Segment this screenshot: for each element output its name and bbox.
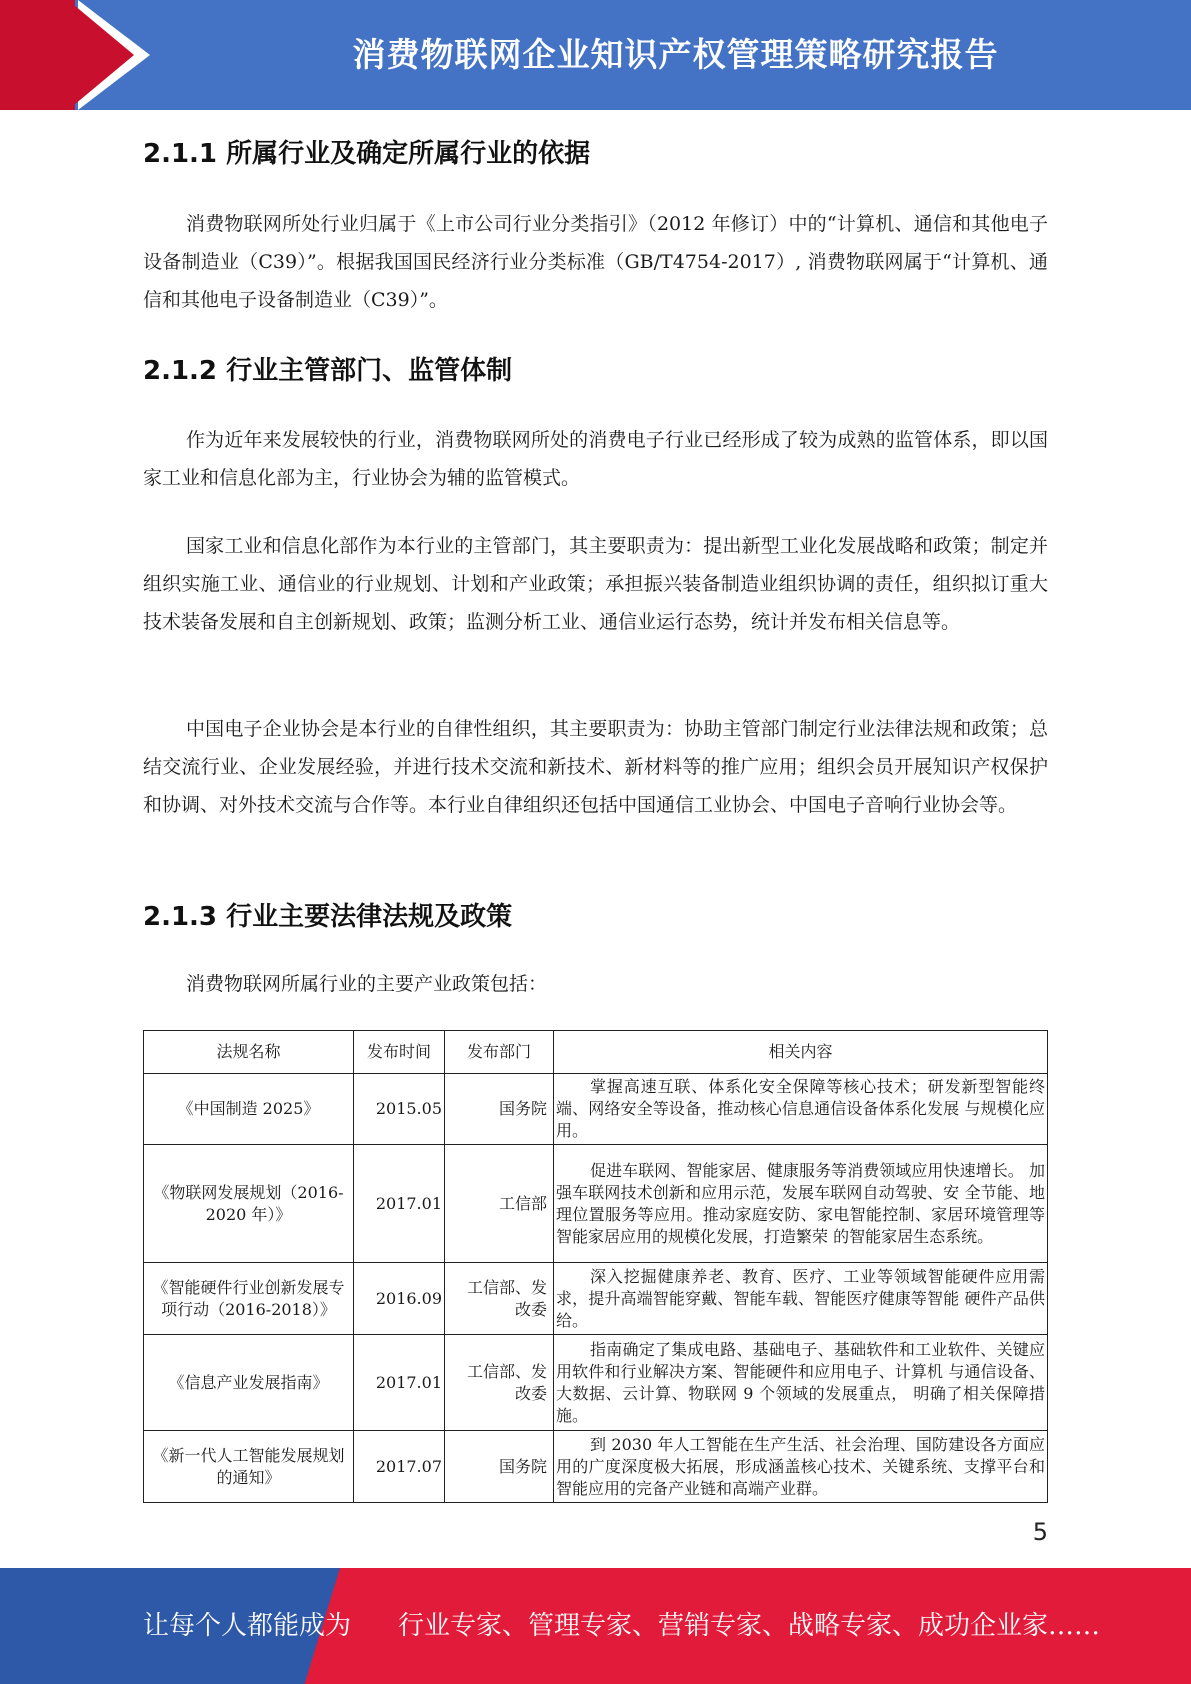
report-title: 消费物联网企业知识产权管理策略研究报告 xyxy=(352,35,999,74)
header-red-block xyxy=(0,0,75,110)
release-date: 2017.01 xyxy=(354,1335,445,1431)
release-department: 工信部、发 改委 xyxy=(445,1263,554,1335)
footer-banner xyxy=(0,1568,1191,1684)
section-2-1-2-paragraph-3: 中国电子企业协会是本行业的自律性组织，其主要职责为：协助主管部门制定行业法律法规和政策；总结交流行业、企业发展经验，并进行技术交流和新技术、新材料等的推广应用；组织会员开展知识产权保护和协调、对外技术交流与合作等。本行业自律组织还包括中国通信工业协会、中国电子音响行业协会等。 xyxy=(143,718,1048,816)
footer-slogan-left: 让每个人都能成为 xyxy=(143,1611,352,1641)
release-department: 工信部 xyxy=(445,1145,554,1263)
section-2-1-1-paragraph: 消费物联网所处行业归属于《上市公司行业分类指引》（2012 年修订）中的“计算机、通信和其他电子设备制造业（C39）”。根据我国国民经济行业分类标准（GB/T4754-2017）, 消费物联网属于“计算机、通信和其他电子设备制造业（C39）”。 xyxy=(143,213,1048,311)
table-row xyxy=(144,1263,1048,1335)
release-department: 国务院 xyxy=(445,1431,554,1503)
regulation-name: 《物联网发展规划（2016-2020 年）》 xyxy=(144,1145,354,1263)
column-header-name: 法规名称 xyxy=(144,1031,354,1074)
release-department: 工信部、发 改委 xyxy=(445,1335,554,1431)
release-date: 2017.07 xyxy=(354,1431,445,1503)
footer-slogan-right: 行业专家、管理专家、营销专家、战略专家、成功企业家…… xyxy=(398,1611,1101,1641)
table-row xyxy=(144,1335,1048,1431)
section-heading-2-1-3: 2.1.3 行业主要法律法规及政策 xyxy=(143,902,513,932)
related-content: 到 2030 年人工智能在生产生活、社会治理、国防建设各方面应用的广度深度极大拓展，形成涵盖核心技术、关键系统、支撑平台和智能应用的完备产业链和高端产业群。 xyxy=(554,1431,1048,1503)
regulation-name: 《智能硬件行业创新发展专项行动（2016-2018）》 xyxy=(144,1263,354,1335)
release-date: 2015.05 xyxy=(354,1074,445,1145)
regulation-name: 《中国制造 2025》 xyxy=(144,1074,354,1145)
section-2-1-2-paragraph-1: 作为近年来发展较快的行业，消费物联网所处的消费电子行业已经形成了较为成熟的监管体系，即以国家工业和信息化部为主，行业协会为辅的监管模式。 xyxy=(143,429,1048,489)
table-row xyxy=(144,1074,1048,1145)
table-row xyxy=(144,1145,1048,1263)
release-department: 国务院 xyxy=(445,1074,554,1145)
regulation-name: 《信息产业发展指南》 xyxy=(144,1335,354,1431)
column-header-dept: 发布部门 xyxy=(445,1031,554,1074)
related-content: 深入挖掘健康养老、教育、医疗、工业等领域智能硬件应用需求，提升高端智能穿戴、智能车载、智能医疗健康等智能 硬件产品供给。 xyxy=(554,1263,1048,1335)
table-row xyxy=(144,1431,1048,1503)
table-header-row xyxy=(144,1031,1048,1074)
section-heading-2-1-1: 2.1.1 所属行业及确定所属行业的依据 xyxy=(143,139,591,169)
policy-table xyxy=(143,1030,1048,1503)
section-2-1-3-paragraph: 消费物联网所属行业的主要产业政策包括： xyxy=(186,973,548,995)
release-date: 2017.01 xyxy=(354,1145,445,1263)
page-number: 5 xyxy=(1032,1518,1048,1546)
column-header-content: 相关内容 xyxy=(554,1031,1048,1074)
regulation-name: 《新一代人工智能发展规划的通知》 xyxy=(144,1431,354,1503)
related-content: 掌握高速互联、体系化安全保障等核心技术；研发新型智能终端、网络安全等设备，推动核心信息通信设备体系化发展 与规模化应用。 xyxy=(554,1074,1048,1145)
related-content: 指南确定了集成电路、基础电子、基础软件和工业软件、关键应用软件和行业解决方案、智能硬件和应用电子、计算机 与通信设备、大数据、云计算、物联网 9 个领域的发展重点， 明确了相关保障措施。 xyxy=(554,1335,1048,1431)
section-heading-2-1-2: 2.1.2 行业主管部门、监管体制 xyxy=(143,356,513,386)
section-2-1-2-paragraph-2: 国家工业和信息化部作为本行业的主管部门，其主要职责为：提出新型工业化发展战略和政策；制定并组织实施工业、通信业的行业规划、计划和产业政策；承担振兴装备制造业组织协调的责任，组织拟订重大技术装备发展和自主创新规划、政策；监测分析工业、通信业运行态势，统计并发布相关信息等。 xyxy=(143,535,1048,633)
release-date: 2016.09 xyxy=(354,1263,445,1335)
header-banner xyxy=(0,0,1191,110)
related-content: 促进车联网、智能家居、健康服务等消费领域应用快速增长。 加强车联网技术创新和应用示范，发展车联网自动驾驶、安 全节能、地理位置服务等应用。推动家庭安防、家电智能控制、家居环境管理等智能家居应用的规模化发展，打造繁荣 的智能家居生态系统。 xyxy=(554,1145,1048,1263)
header-red-arrow xyxy=(68,0,134,110)
column-header-date: 发布时间 xyxy=(354,1031,445,1074)
